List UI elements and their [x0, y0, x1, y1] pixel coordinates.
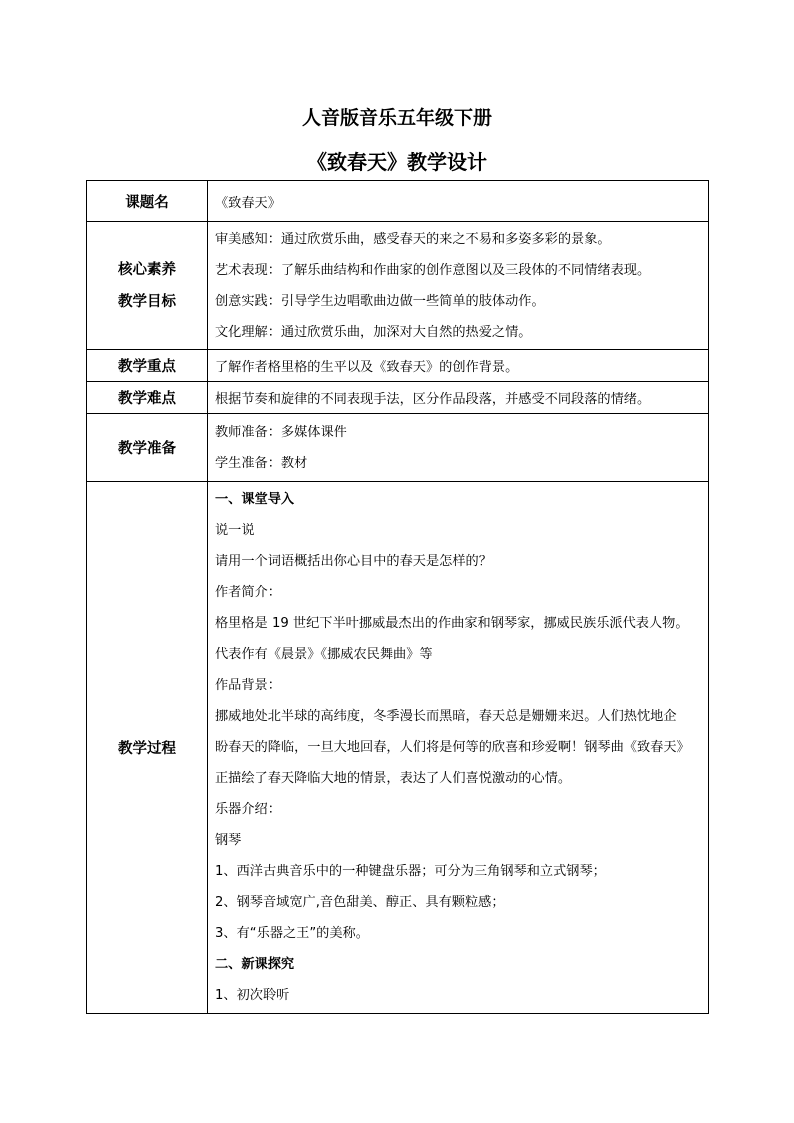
row-goals — [87, 222, 709, 350]
process-line: 代表作有《晨景》《挪威农民舞曲》等 — [215, 647, 433, 662]
goal-item: 审美感知：通过欣赏乐曲，感受春天的来之不易和多姿多彩的景象。 — [215, 231, 611, 247]
value-key-points: 了解作者格里格的生平以及《致春天》的创作背景。 — [208, 350, 709, 382]
row-key-points — [87, 350, 709, 382]
preparation-item: 教师准备：多媒体课件 — [215, 424, 347, 440]
goal-item: 艺术表现：了解乐曲结构和作曲家的创作意图以及三段体的不同情绪表现。 — [215, 262, 651, 278]
label-difficulties: 教学难点 — [87, 382, 208, 414]
row-preparation — [87, 414, 709, 482]
value-process — [208, 482, 709, 1014]
label-process: 教学过程 — [87, 482, 208, 1014]
value-preparation — [208, 414, 709, 482]
process-line: 作品背景： — [215, 678, 281, 693]
process-line: 乐器介绍： — [215, 802, 281, 817]
process-line: 3、有“乐器之王”的美称。 — [215, 926, 369, 941]
value-goals — [208, 222, 709, 350]
process-line: 盼春天的降临，一旦大地回春，人们将是何等的欣喜和珍爱啊！钢琴曲《致春天》 — [215, 740, 690, 755]
goal-item: 创意实践：引导学生边唱歌曲边做一些简单的肢体动作。 — [215, 293, 545, 309]
process-line: 2、钢琴音域宽广,音色甜美、醇正、具有颗粒感； — [215, 895, 505, 910]
label-topic: 课题名 — [87, 181, 208, 222]
process-line: 挪威地处北半球的高纬度，冬季漫长而黑暗，春天总是姗姗来迟。人们热忱地企 — [215, 709, 677, 724]
label-goals-line2: 教学目标 — [118, 293, 176, 310]
row-difficulties — [87, 382, 709, 414]
process-line: 1、初次聆听 — [215, 988, 290, 1003]
label-goals — [87, 222, 208, 350]
lesson-plan-table — [86, 180, 709, 1014]
value-topic: 《致春天》 — [208, 181, 709, 222]
label-key-points: 教学重点 — [87, 350, 208, 382]
process-line: 正描绘了春天降临大地的情景，表达了人们喜悦激动的心情。 — [215, 771, 572, 786]
process-line: 一、课堂导入 — [215, 492, 295, 507]
row-topic — [87, 181, 709, 222]
document-subtitle: 《致春天》教学设计 — [307, 150, 487, 174]
process-line: 1、西洋古典音乐中的一种键盘乐器；可分为三角钢琴和立式钢琴； — [215, 864, 606, 879]
preparation-item: 学生准备：教材 — [215, 455, 308, 471]
label-preparation: 教学准备 — [87, 414, 208, 482]
label-goals-line1: 核心素养 — [118, 261, 176, 278]
goal-item: 文化理解：通过欣赏乐曲，加深对大自然的热爱之情。 — [215, 324, 532, 340]
process-line: 作者简介： — [215, 585, 281, 600]
value-difficulties: 根据节奏和旋律的不同表现手法，区分作品段落，并感受不同段落的情绪。 — [208, 382, 709, 414]
process-line: 格里格是 19 世纪下半叶挪威最杰出的作曲家和钢琴家，挪威民族乐派代表人物。 — [215, 616, 689, 631]
document-title: 人音版音乐五年级下册 — [301, 107, 492, 129]
row-process — [87, 482, 709, 1014]
process-line: 说一说 — [215, 523, 255, 538]
process-line: 请用一个词语概括出你心目中的春天是怎样的？ — [215, 554, 492, 569]
process-line: 二、新课探究 — [215, 957, 295, 972]
process-line: 钢琴 — [215, 833, 242, 848]
